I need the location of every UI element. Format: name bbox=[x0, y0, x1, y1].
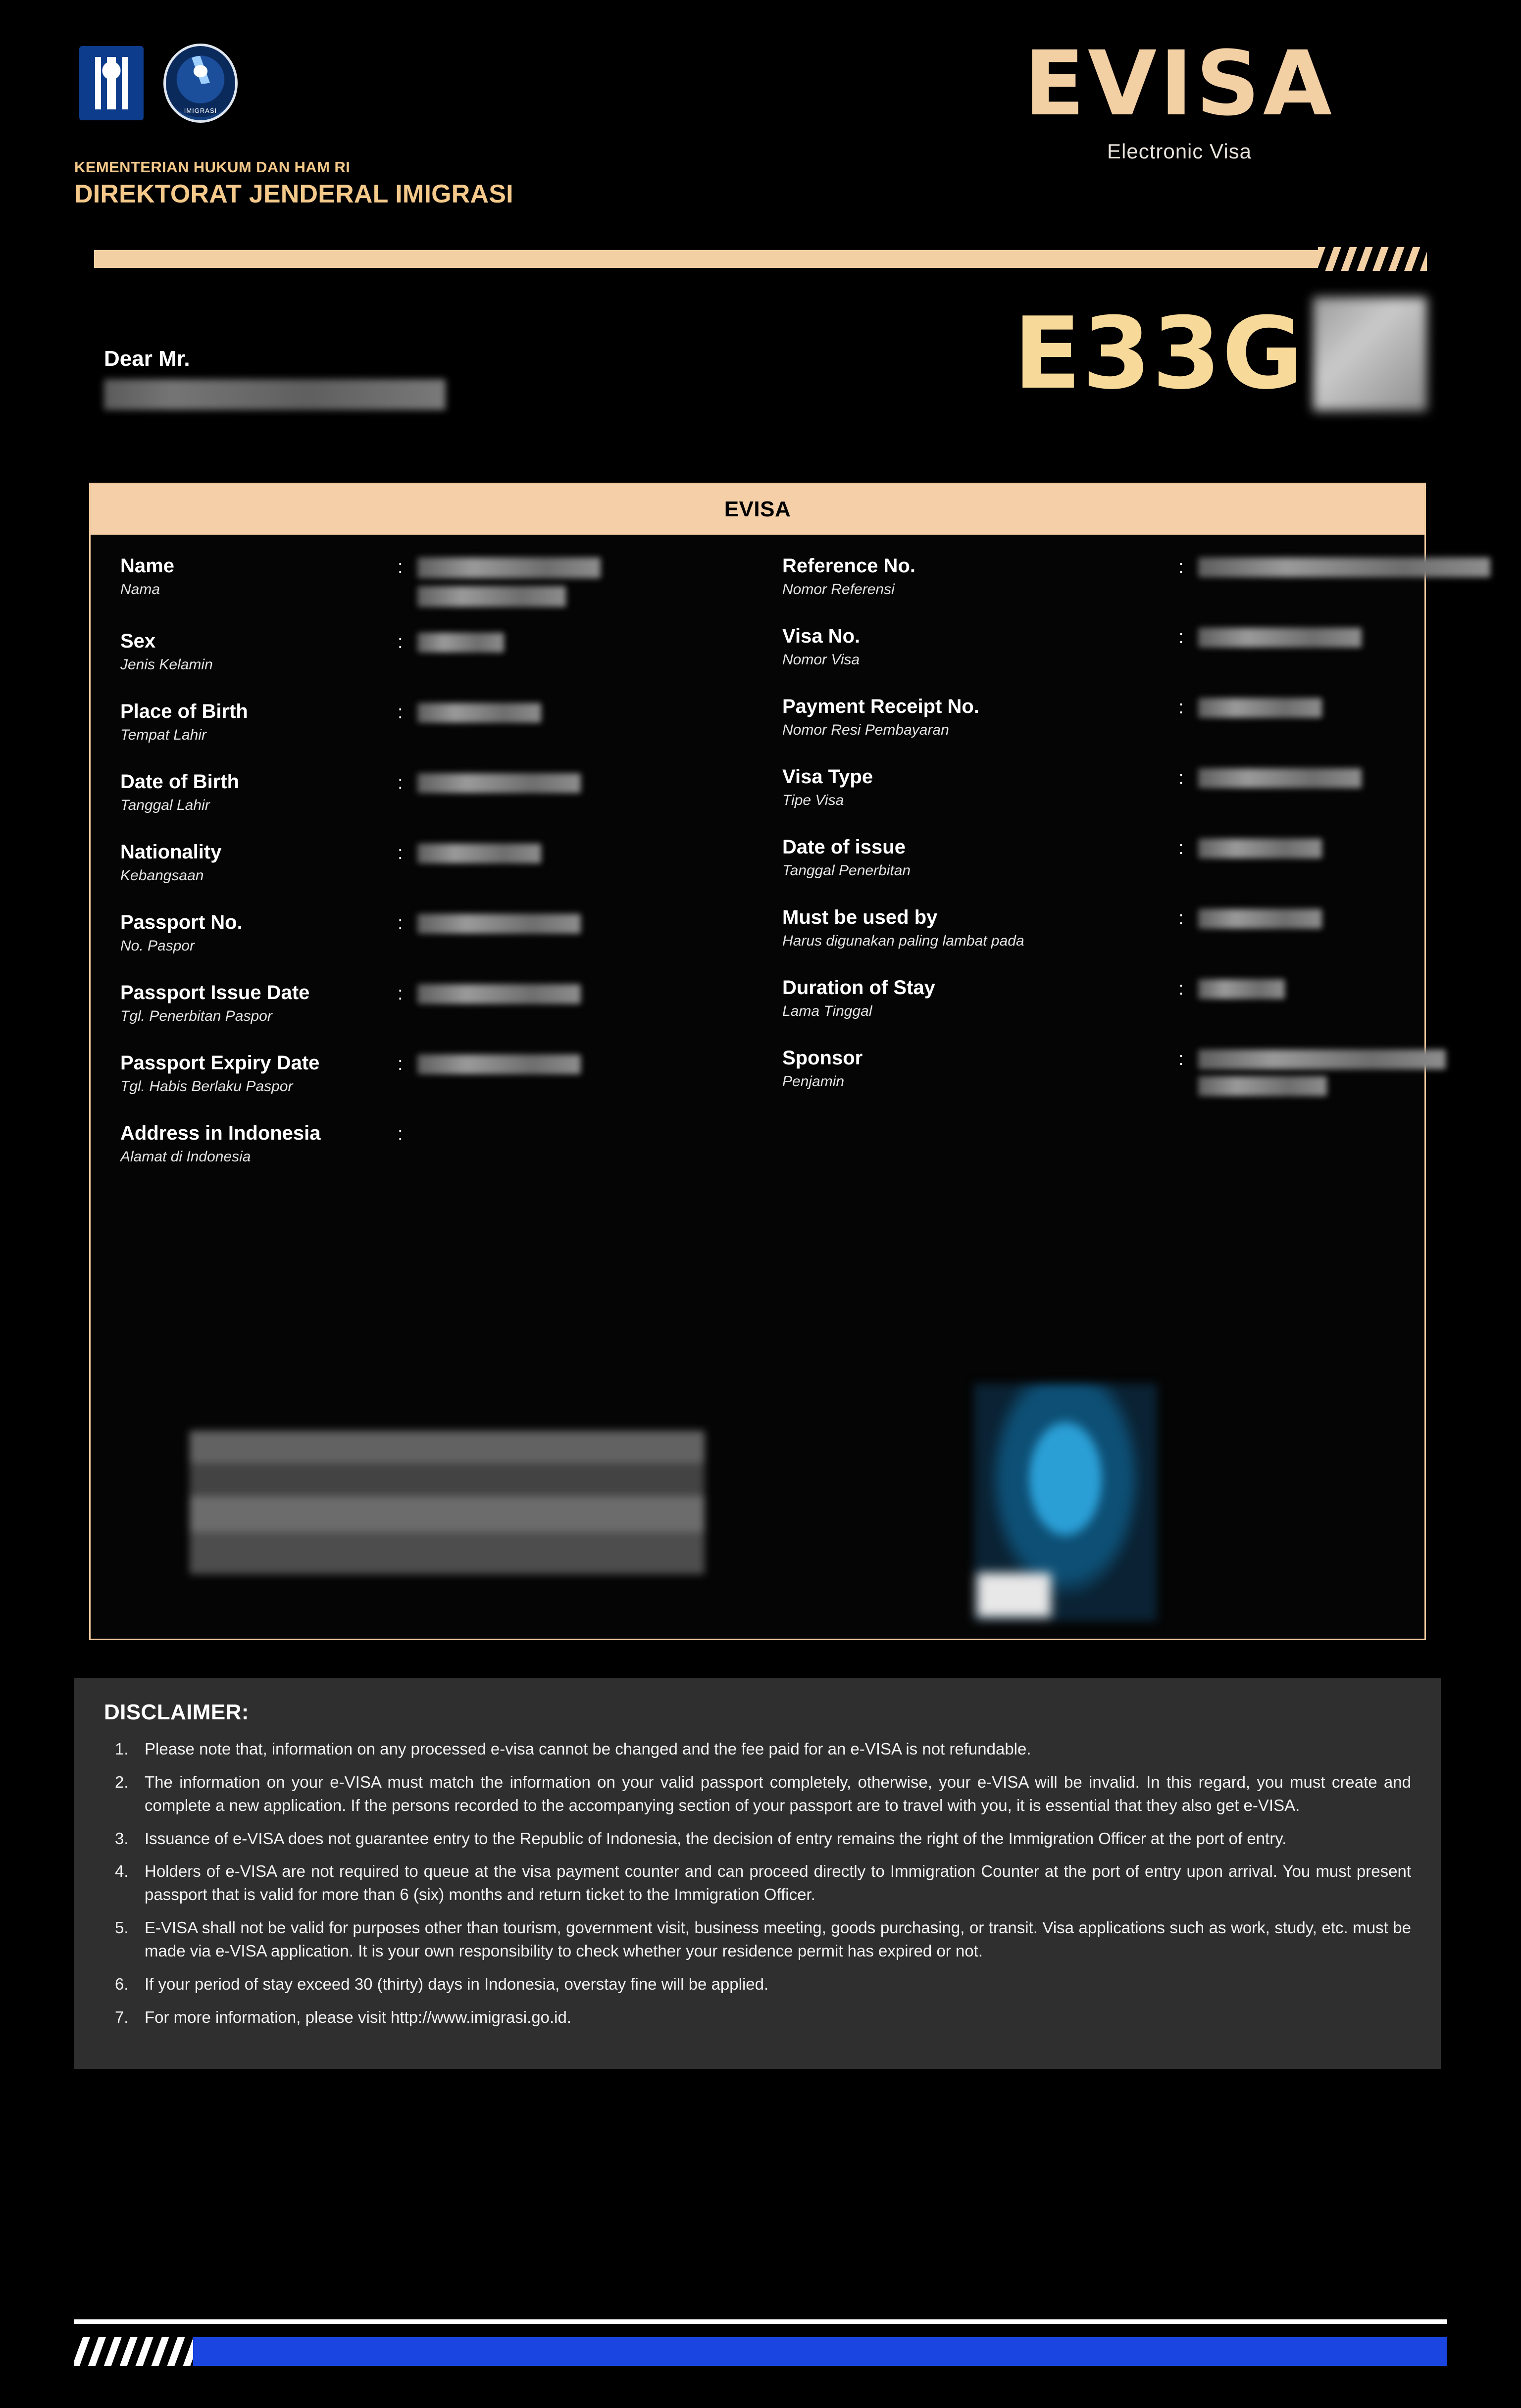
field-colon: : bbox=[398, 772, 403, 793]
field-value bbox=[1198, 625, 1405, 648]
field-nationality bbox=[120, 841, 738, 888]
evisa-brand bbox=[932, 32, 1427, 163]
greeting-block bbox=[104, 347, 446, 410]
field-label-id: Tanggal Lahir bbox=[120, 797, 210, 814]
field-value bbox=[1198, 554, 1490, 577]
field-label-id: Lama Tinggal bbox=[782, 1003, 872, 1020]
field-colon: : bbox=[398, 702, 403, 723]
field-label-en: Visa No. bbox=[782, 625, 861, 647]
field-label-en: Nationality bbox=[120, 841, 222, 863]
field-label-en: Must be used by bbox=[782, 906, 938, 928]
field-colon: : bbox=[398, 1124, 403, 1145]
field-colon: : bbox=[1178, 697, 1184, 718]
disclaimer-list bbox=[104, 1738, 1411, 2029]
field-visa-type bbox=[782, 765, 1405, 813]
field-colon: : bbox=[1178, 1049, 1184, 1069]
disclaimer-title: DISCLAIMER: bbox=[104, 1700, 249, 1724]
field-colon: : bbox=[398, 913, 403, 934]
field-value bbox=[417, 1122, 738, 1125]
field-value bbox=[1198, 765, 1405, 788]
disclaimer-item: For more information, please visit http://www.imigrasi.go.id. bbox=[145, 2007, 571, 2026]
field-must-be-used-by bbox=[782, 906, 1405, 953]
disclaimer-item: Please note that, information on any processed e-visa cannot be changed and the fee paid for an e-VISA is not refundable. bbox=[145, 1740, 1031, 1758]
field-place-of-birth bbox=[120, 700, 738, 748]
field-colon: : bbox=[1178, 627, 1184, 648]
field-label-en: Date of issue bbox=[782, 836, 906, 858]
field-colon: : bbox=[398, 632, 403, 652]
field-label-id: Kebangsaan bbox=[120, 867, 204, 884]
field-label-en: Date of Birth bbox=[120, 771, 239, 793]
greeting-salutation: Dear Mr. bbox=[104, 347, 190, 371]
field-value bbox=[1198, 906, 1405, 929]
field-colon: : bbox=[398, 983, 403, 1004]
field-label-id: Tempat Lahir bbox=[120, 727, 206, 744]
field-label-en: Sex bbox=[120, 630, 156, 652]
field-date-of-birth bbox=[120, 770, 738, 818]
field-value bbox=[417, 841, 738, 863]
field-colon: : bbox=[398, 1054, 403, 1074]
evisa-subtitle: Electronic Visa bbox=[1107, 140, 1252, 163]
imigrasi-emblem-icon bbox=[163, 42, 238, 124]
field-label-id: Tipe Visa bbox=[782, 792, 844, 809]
field-label-id: No. Paspor bbox=[120, 938, 195, 954]
field-date-of-issue bbox=[782, 836, 1405, 883]
footer-blue-bar bbox=[74, 2337, 1447, 2366]
field-passport-expiry-date bbox=[120, 1052, 738, 1099]
field-value bbox=[417, 554, 738, 607]
field-label-id: Alamat di Indonesia bbox=[120, 1149, 251, 1165]
logo-group bbox=[74, 42, 238, 124]
field-value bbox=[1198, 1047, 1446, 1096]
field-payment-receipt-no bbox=[782, 695, 1405, 743]
field-label-id: Tgl. Habis Berlaku Paspor bbox=[120, 1078, 293, 1095]
field-value bbox=[417, 630, 738, 652]
field-colon: : bbox=[1178, 767, 1184, 788]
disclaimer-item: The information on your e-VISA must match the information on your valid passport completely, otherwise, your e-VISA will be invalid. In this regard, you must create and complete a new application. If the persons recorded to the accompanying section of your passport are to travel with you, it is essential that they also get e-VISA. bbox=[145, 1772, 1411, 1814]
field-colon: : bbox=[398, 843, 403, 863]
field-value bbox=[417, 1052, 738, 1074]
field-label-en: Sponsor bbox=[782, 1047, 863, 1069]
gold-divider-stripes bbox=[1318, 247, 1427, 271]
field-label-id: Tanggal Penerbitan bbox=[782, 862, 911, 879]
address-value-redacted bbox=[190, 1431, 705, 1574]
field-label-en: Duration of Stay bbox=[782, 977, 935, 999]
visa-index-code-redacted bbox=[1313, 297, 1427, 411]
field-value bbox=[417, 911, 738, 934]
field-value bbox=[417, 981, 738, 1004]
footer-divider bbox=[74, 2319, 1447, 2324]
field-colon: : bbox=[1178, 908, 1184, 929]
field-label-en: Address in Indonesia bbox=[120, 1122, 321, 1144]
greeting-name-redacted bbox=[104, 379, 446, 410]
field-label-en: Name bbox=[120, 555, 174, 577]
ministry-line-2: DIREKTORAT JENDERAL IMIGRASI bbox=[74, 180, 513, 208]
field-label-en: Payment Receipt No. bbox=[782, 696, 979, 717]
visa-photo-image bbox=[974, 1384, 1157, 1621]
ministry-title bbox=[74, 158, 513, 209]
field-colon: : bbox=[1178, 838, 1184, 858]
evisa-wordmark: EVISA bbox=[1023, 32, 1335, 136]
field-colon: : bbox=[1178, 556, 1184, 577]
document-header bbox=[0, 0, 1521, 248]
field-label-id: Tgl. Penerbitan Paspor bbox=[120, 1008, 272, 1025]
field-label-en: Passport Issue Date bbox=[120, 982, 310, 1003]
field-duration-of-stay bbox=[782, 976, 1405, 1024]
evisa-card-body bbox=[91, 535, 1424, 1639]
evisa-card bbox=[89, 483, 1426, 1640]
field-label-id: Harus digunakan paling lambat pada bbox=[782, 933, 1024, 950]
field-colon: : bbox=[1178, 978, 1184, 999]
field-label-en: Place of Birth bbox=[120, 701, 248, 722]
field-reference-no bbox=[782, 554, 1405, 602]
evisa-card-title: EVISA bbox=[91, 484, 1424, 535]
field-value bbox=[1198, 836, 1405, 858]
field-passport-issue-date bbox=[120, 981, 738, 1029]
field-sex bbox=[120, 630, 738, 677]
disclaimer-section bbox=[74, 1678, 1441, 2069]
field-label-id: Penjamin bbox=[782, 1073, 845, 1090]
field-address-in-indonesia bbox=[120, 1122, 738, 1169]
header-gold-divider bbox=[94, 250, 1427, 268]
footer-stripes bbox=[74, 2337, 193, 2366]
field-value bbox=[1198, 695, 1405, 718]
field-label-id: Jenis Kelamin bbox=[120, 656, 213, 673]
field-value bbox=[417, 770, 738, 793]
field-label-id: Nomor Resi Pembayaran bbox=[782, 722, 949, 739]
field-label-en: Passport Expiry Date bbox=[120, 1052, 320, 1074]
indonesia-emblem-icon bbox=[74, 42, 149, 124]
field-visa-no bbox=[782, 625, 1405, 672]
field-sponsor bbox=[782, 1047, 1405, 1096]
ministry-line-1: KEMENTERIAN HUKUM DAN HAM RI bbox=[74, 158, 351, 176]
visa-index-code: E33G bbox=[1013, 296, 1304, 411]
field-label-en: Reference No. bbox=[782, 555, 915, 577]
field-label-id: Nomor Referensi bbox=[782, 581, 895, 598]
disclaimer-item: If your period of stay exceed 30 (thirty) days in Indonesia, overstay fine will be applied. bbox=[145, 1974, 769, 1993]
disclaimer-item: Holders of e-VISA are not required to queue at the visa payment counter and can proceed directly to Immigration Counter at the port of entry upon arrival. You must present passport that is valid for more than 6 (six) months and return ticket to the Immigration Officer. bbox=[145, 1862, 1411, 1904]
disclaimer-item: E-VISA shall not be valid for purposes other than tourism, government visit, business meeting, goods purchasing, or transit. Visa applications such as work, study, etc. must be made via e-VISA application. It is your own responsibility to check whether your residence permit has expired or not. bbox=[145, 1918, 1411, 1960]
field-colon: : bbox=[398, 556, 403, 577]
field-name bbox=[120, 554, 738, 607]
visa-index-code-block bbox=[1014, 297, 1427, 411]
field-value bbox=[1198, 976, 1405, 999]
field-label-en: Visa Type bbox=[782, 766, 873, 788]
disclaimer-item: Issuance of e-VISA does not guarantee entry to the Republic of Indonesia, the decision of entry remains the right of the Immigration Officer at the port of entry. bbox=[145, 1829, 1287, 1848]
field-label-id: Nomor Visa bbox=[782, 652, 860, 668]
field-label-id: Nama bbox=[120, 581, 160, 598]
field-value bbox=[417, 700, 738, 723]
field-label-en: Passport No. bbox=[120, 911, 243, 933]
field-passport-no bbox=[120, 911, 738, 958]
